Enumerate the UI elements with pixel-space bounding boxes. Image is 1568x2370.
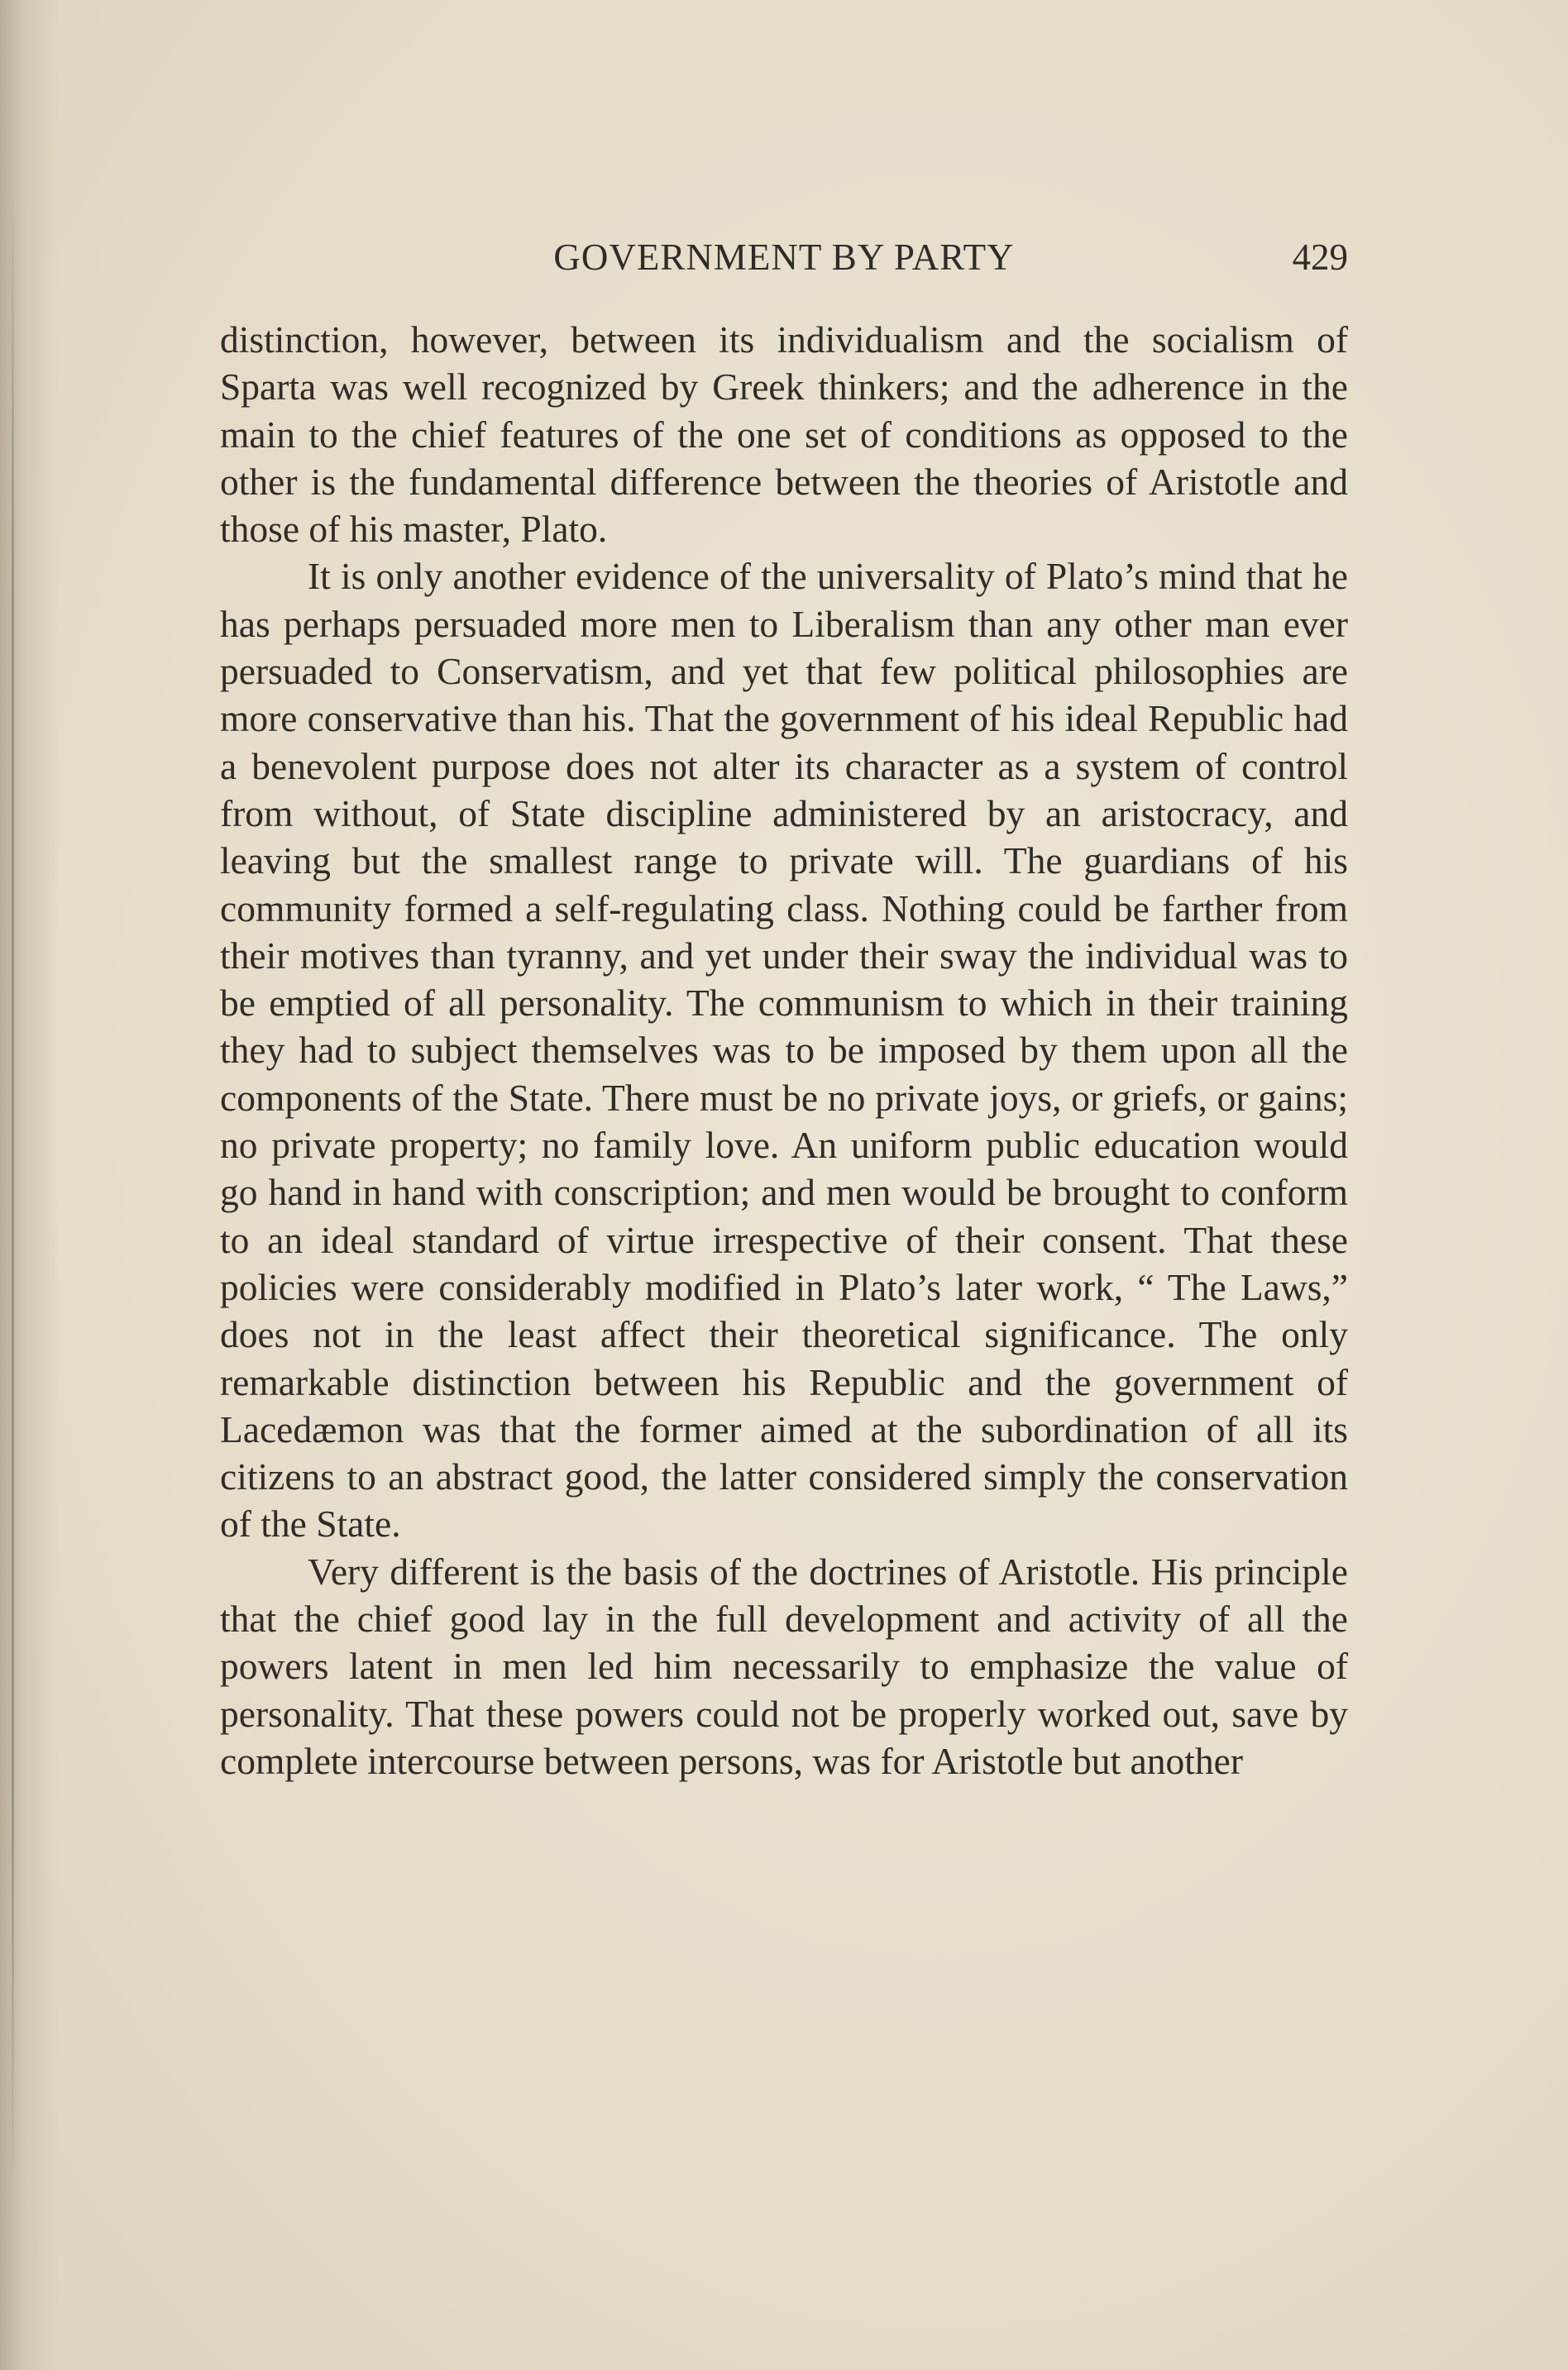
paragraph-continued: distinction, however, between its individualism and the socialism of Sparta was well recognized by Greek thinkers; and the adherence in the main to the chief features of the one set of conditions as opposed to the other is the fundamental difference between the theories of Aristotle and those of his master, Plato. (220, 318, 1348, 551)
paragraph: It is only another evidence of the universality of Plato’s mind that he has perhaps persuaded more men to Liberalism than any other man ever persuaded to Conservatism, and yet that few political philosophies are more conservative than his. That the government of his ideal Republic had a benevolent purpose does not alter its character as a system of control from without, of State discipline administered by an aristocracy, and leaving but the smallest range to private will. The guardians of his community formed a self-regulating class. Nothing could be farther from their motives than tyranny, and yet under their sway the individual was to be emptied of all personality. The communism to which in their training they had to subject themselves was to be imposed by them upon all the components of the State. There must be no private joys, or griefs, or gains; no private property; no family love. An uniform public education would go hand in hand with conscription; and men would be brought to conform to an ideal standard of virtue irrespective of their consent. That these policies were considerably modified in Plato’s later work, “ The Laws,” does not in the least affect their theoretical significance. The only remarkable distinction between his Republic and the government of Lacedæmon was that the former aimed at the subordination of all its citizens to an abstract good, the latter considered simply the conservation of the State. (220, 555, 1348, 1546)
paragraph: Very different is the basis of the doctrines of Aristotle. His principle that the chief good lay in the full development and activity of all the powers latent in men led him necessarily to emphasize the value of personality. That these powers could not be properly worked out, save by complete intercourse between persons, was for Aristotle but another (220, 1550, 1348, 1782)
running-title: GOVERNMENT BY PARTY (553, 237, 1015, 278)
binding-crease (12, 198, 14, 2183)
page-number: 429 (1292, 237, 1348, 278)
body-text (220, 316, 1348, 1785)
binding-gutter-shadow (0, 0, 58, 2370)
page-header (220, 228, 1348, 286)
